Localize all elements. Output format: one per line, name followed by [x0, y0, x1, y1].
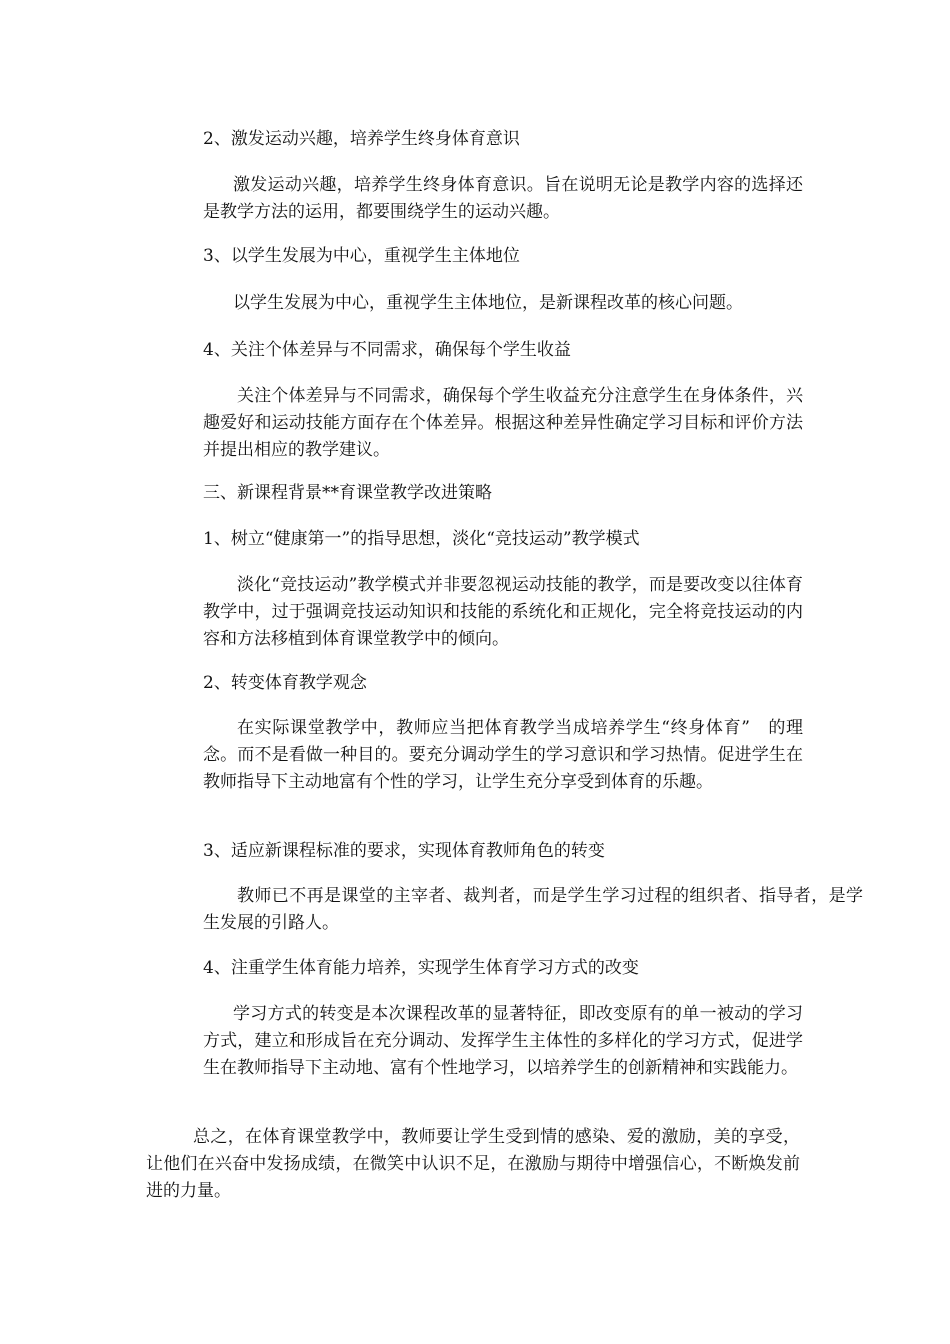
paragraph-conclusion: 总之，在体育课堂教学中，教师要让学生受到情的感染、爱的激励，美的享受，让他们在兴奋中发扬成绩，在微笑中认识不足，在激励与期待中增强信心，不断焕发前进的力量。 [146, 1127, 800, 1201]
paragraph-individual-difference: 关注个体差异与不同需求，确保每个学生收益充分注意学生在身体条件，兴趣爱好和运动技能方面存在个体差异。根据这种差异性确定学习目标和评价方法并提出相应的教学建议。 [203, 386, 803, 460]
paragraph-interest: 激发运动兴趣，培养学生终身体育意识。旨在说明无论是教学内容的选择还是教学方法的运用，都要围绕学生的运动兴趣。 [203, 175, 803, 222]
paragraph-learning-style: 学习方式的转变是本次课程改革的显著特征，即改变原有的单一被动的学习方式，建立和形成旨在充分调动、发挥学生主体性的多样化的学习方式，促进学生在教师指导下主动地、富有个性地学习，以培养学生的创新精神和实践能力。 [203, 1004, 803, 1078]
heading-1-health-first: 1、树立“健康第一”的指导思想，淡化“竞技运动”教学模式 [203, 529, 640, 549]
heading-4-individual-difference: 4、关注个体差异与不同需求，确保每个学生收益 [203, 340, 571, 360]
heading-2-teaching-concept: 2、转变体育教学观念 [203, 673, 367, 693]
heading-3-teacher-role: 3、适应新课程标准的要求，实现体育教师角色的转变 [203, 841, 605, 861]
paragraph-teacher-role: 教师已不再是课堂的主宰者、裁判者，而是学生学习过程的组织者、指导者，是学生发展的引路人。 [203, 886, 863, 933]
heading-3-student-center: 3、以学生发展为中心，重视学生主体地位 [203, 246, 520, 266]
heading-2-interest: 2、激发运动兴趣，培养学生终身体育意识 [203, 129, 520, 149]
paragraph-teaching-concept: 在实际课堂教学中，教师应当把体育教学当成培养学生“终身体育” 的理念。而不是看做一种目的。要充分调动学生的学习意识和学习热情。促进学生在教师指导下主动地富有个性的学习，让学生充分享受到体育的乐趣。 [203, 718, 803, 792]
paragraph-health-first: 淡化“竞技运动”教学模式并非要忽视运动技能的教学，而是要改变以往体育教学中，过于强调竞技运动知识和技能的系统化和正规化，完全将竞技运动的内容和方法移植到体育课堂教学中的倾向。 [203, 575, 803, 649]
paragraph-student-center: 以学生发展为中心，重视学生主体地位，是新课程改革的核心问题。 [233, 293, 743, 313]
heading-4-learning-style: 4、注重学生体育能力培养，实现学生体育学习方式的改变 [203, 958, 639, 978]
section-heading-strategies: 三、新课程背景**育课堂教学改进策略 [203, 483, 492, 503]
